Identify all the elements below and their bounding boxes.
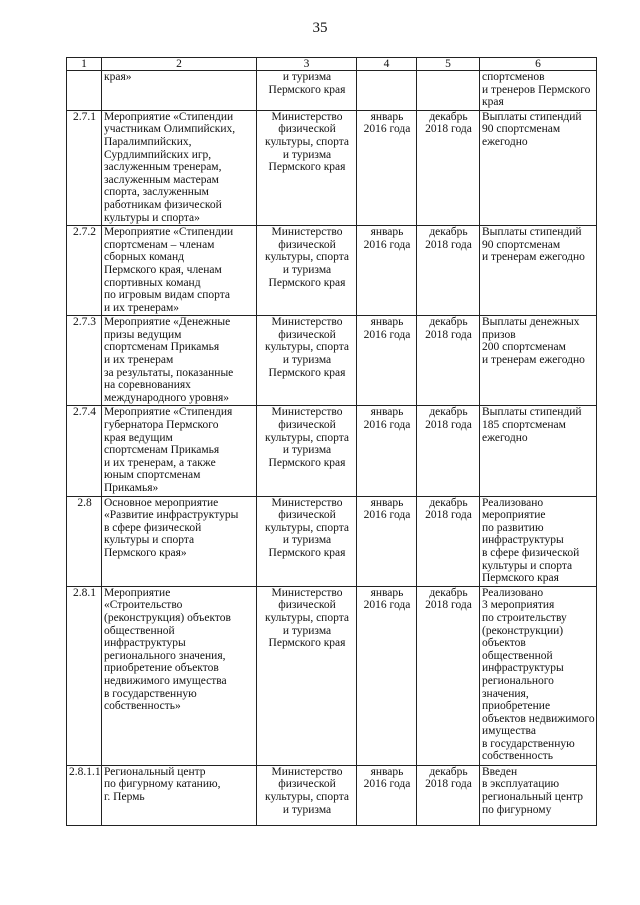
start-date: январь 2016 года [357, 226, 417, 316]
expected-result: Реализовано мероприятие по развитию инфраструктуры в сфере физической культуры и спорта Пермского края [480, 496, 597, 586]
expected-result: Реализовано 3 мероприятия по строительству (реконструкции) объектов общественной инфраструктуры регионального значения, приобретение объектов недвижимого имущества в государственную собственность [480, 586, 597, 765]
row-number: 2.8 [67, 496, 102, 586]
executor: Министерство физической культуры, спорта и туризма Пермского края [257, 586, 357, 765]
row-number: 2.7.2 [67, 226, 102, 316]
start-date: январь 2016 года [357, 406, 417, 496]
executor: Министерство физической культуры, спорта и туризма Пермского края [257, 110, 357, 225]
column-header: 5 [417, 58, 480, 71]
event-name: Мероприятие «Стипендии спортсменам – членам сборных команд Пермского края, членам спортивных команд по игровым видам спорта и их тренерам» [102, 226, 257, 316]
table-row [67, 110, 597, 225]
column-header: 1 [67, 58, 102, 71]
expected-result: Выплаты стипендий 185 спортсменам ежегодно [480, 406, 597, 496]
expected-result: Введен в эксплуатацию региональный центр по фигурному [480, 765, 597, 825]
executor: и туризма Пермского края [257, 71, 357, 111]
table-row [67, 71, 597, 111]
expected-result: Выплаты стипендий 90 спортсменам ежегодно [480, 110, 597, 225]
table-row [67, 586, 597, 765]
end-date: декабрь 2018 года [417, 765, 480, 825]
event-name: Мероприятие «Строительство (реконструкция) объектов общественной инфраструктуры регионального значения, приобретение объектов недвижимого имущества в государственную собственность» [102, 586, 257, 765]
event-name: края» [102, 71, 257, 111]
row-number: 2.8.1.1 [67, 765, 102, 825]
start-date: январь 2016 года [357, 586, 417, 765]
table-row [67, 316, 597, 406]
row-number: 2.7.1 [67, 110, 102, 225]
end-date: декабрь 2018 года [417, 496, 480, 586]
end-date: декабрь 2018 года [417, 110, 480, 225]
event-name: Мероприятие «Денежные призы ведущим спортсменам Прикамья и их тренерам за результаты, показанные на соревнованиях международного уровня» [102, 316, 257, 406]
column-header: 6 [480, 58, 597, 71]
expected-result: спортсменов и тренеров Пермского края [480, 71, 597, 111]
event-name: Мероприятие «Стипендии участникам Олимпийских, Паралимпийских, Сурдлимпийских игр, заслуженным тренерам, заслуженным мастерам спорта, заслуженным работникам физической культуры и спорта» [102, 110, 257, 225]
event-name: Основное мероприятие «Развитие инфраструктуры в сфере физической культуры и спорта Пермского края» [102, 496, 257, 586]
row-number: 2.7.4 [67, 406, 102, 496]
expected-result: Выплаты денежных призов 200 спортсменам и тренерам ежегодно [480, 316, 597, 406]
table-row [67, 765, 597, 825]
end-date: декабрь 2018 года [417, 406, 480, 496]
event-name: Мероприятие «Стипендия губернатора Пермского края ведущим спортсменам Прикамья и их тренерам, а также юным спортсменам Прикамья» [102, 406, 257, 496]
table-row [67, 406, 597, 496]
row-number [67, 71, 102, 111]
start-date: январь 2016 года [357, 496, 417, 586]
start-date [357, 71, 417, 111]
column-header: 4 [357, 58, 417, 71]
expected-result: Выплаты стипендий 90 спортсменам и тренерам ежегодно [480, 226, 597, 316]
start-date: январь 2016 года [357, 765, 417, 825]
executor: Министерство физической культуры, спорта и туризма Пермского края [257, 406, 357, 496]
start-date: январь 2016 года [357, 316, 417, 406]
executor: Министерство физической культуры, спорта и туризма Пермского края [257, 496, 357, 586]
end-date: декабрь 2018 года [417, 586, 480, 765]
executor: Министерство физической культуры, спорта и туризма Пермского края [257, 226, 357, 316]
executor: Министерство физической культуры, спорта и туризма Пермского края [257, 316, 357, 406]
column-header: 2 [102, 58, 257, 71]
start-date: январь 2016 года [357, 110, 417, 225]
row-number: 2.7.3 [67, 316, 102, 406]
row-number: 2.8.1 [67, 586, 102, 765]
event-name: Региональный центр по фигурному катанию, г. Пермь [102, 765, 257, 825]
table-row [67, 226, 597, 316]
page-number: 35 [312, 20, 328, 36]
table-row [67, 496, 597, 586]
table-header-row [67, 58, 597, 71]
program-table [66, 57, 597, 826]
executor: Министерство физической культуры, спорта и туризма [257, 765, 357, 825]
end-date: декабрь 2018 года [417, 226, 480, 316]
end-date: декабрь 2018 года [417, 316, 480, 406]
end-date [417, 71, 480, 111]
column-header: 3 [257, 58, 357, 71]
